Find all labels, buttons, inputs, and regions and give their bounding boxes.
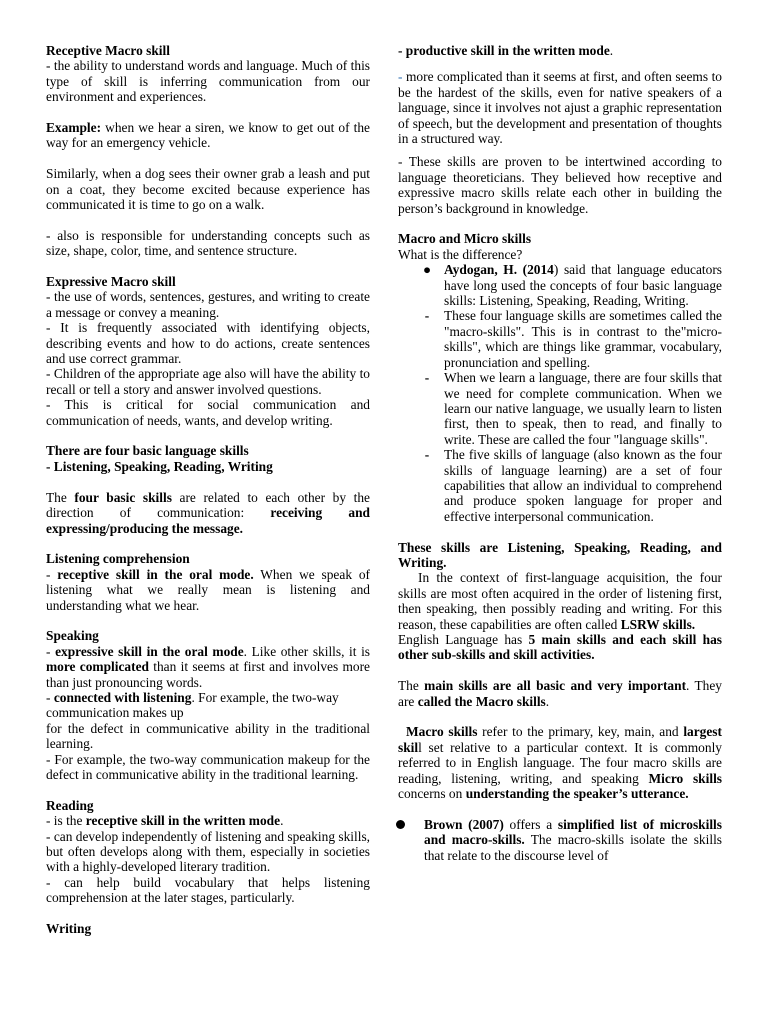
four-basic-list: - Listening, Speaking, Reading, Writing [46,458,273,474]
text-run: - is the [46,813,86,829]
macro-skills-paragraph [398,724,722,801]
text-run-bold: Aydogan, H. (2014 [444,262,554,278]
main-skills-paragraph [398,678,722,709]
text-run-bold: expressive skill in the oral mode [55,643,244,659]
speaking-heading: Speaking [46,628,99,644]
listening-paragraph [46,567,370,613]
reading-point-1 [46,813,370,828]
four-skills-paragraph [46,490,370,536]
bullet-icon: ● [422,262,432,278]
text-run: concerns on [398,786,466,802]
similarly-paragraph: Similarly, when a dog sees their owner grab a leash and put on a coat, they become excited because experience has communicated it is time to go on a walk. [46,166,370,213]
example-paragraph [46,120,370,151]
text-run: l set relative to a particular context. It is commonly referred to in English language. The four macro skills are reading, listening, writing, and speaking [398,739,722,786]
text-run: . Like other skills, it is [243,643,371,659]
text-run-bold: Brown (2007) [424,816,504,832]
text-run-bold: 5 main skills and each skill has other sub-skills and skill activities. [398,632,722,663]
reading-point-3: - can help build vocabulary that helps listening comprehension at the later stages, particularly. [46,874,370,906]
text-run: In the context of first-language acquisition, the four skills are most often acquired in the order of listening first, then speaking, then possibly reading and writing. For this reason, these capabilities are often called [398,570,722,632]
text-run-bold: receptive skill in the written mode [85,813,281,829]
difference-question: What is the difference? [398,246,523,262]
four-basic-heading: There are four basic language skills [46,443,249,459]
text-run: English Language has [398,632,529,647]
text-run: offers a [503,816,558,832]
speaking-point-2 [46,690,370,721]
left-column [46,43,370,936]
text-run: The macro-skills isolate the skills that relate to the discourse level of [424,832,722,863]
text-run: than it seems at first and involves more than just pronouncing words. [46,659,370,690]
text-run-bold: LSRW skills. [620,616,696,632]
these-skills-heading: These skills are Listening, Speaking, Reading, and Writing. [398,539,722,570]
right-column [398,43,722,863]
brown-list [398,817,722,863]
text-run: - [46,643,56,659]
text-run: - [398,69,403,85]
text-run: The [398,678,425,694]
reading-heading: Reading [46,797,94,813]
text-run: more complicated than it seems at first, and often seems to be the hardest of the skills, even for native speakers of a language, since it involves not ajust a graphic representation of speech, but the development and presentation of thoughts in a structured way. [398,69,722,147]
text-run: - [46,689,54,705]
also-responsible-paragraph: - also is responsible for understanding concepts such as size, shape, color, time, and sentence structure. [46,227,370,259]
text-run: When we speak of listening what we really mean is listening and understanding what we hear. [46,566,370,613]
text-run: - [46,566,58,582]
text-run-bold: called the Macro skills [417,693,546,709]
text-run: refer to the primary, key, main, and [477,724,684,740]
text-run: ) said that language educators have long used the concepts of four basic language skills: Listening, Speaking, Reading, Writing. [444,262,722,309]
text-run: . [545,693,550,709]
list-item [424,817,722,863]
text-run-bold: Macro skills [406,724,478,740]
text-run-bold: Micro skills [648,770,722,786]
text-run: When we learn a language, there are four skills that we need for complete communication. When we learn our native language, we usually learn to listen first, then to speak, then to read, and finally to write. These are called the four "language skills". [444,370,722,447]
expressive-point-4: - This is critical for social communication and communication of needs, wants, and develop writing. [46,397,370,428]
dash-marker: - [424,447,430,463]
macro-micro-heading: Macro and Micro skills [398,231,532,247]
productive-heading [398,43,722,58]
text-run-bold: connected with listening [53,689,192,705]
dash-marker: - [424,308,430,324]
text-run: . They are [398,678,722,709]
writing-heading: Writing [46,921,92,936]
expressive-point-3: - Children of the appropriate age also will have the ability to recall or tell a story and answer involved questions. [46,366,370,397]
text-run-bold: more complicated [46,659,149,675]
text-run: are related to each other by the direction of communication: [46,489,370,521]
text-run: The [46,489,75,505]
list-item [424,308,722,370]
context-paragraph [398,570,722,632]
reading-point-2: - can develop independently of listening and speaking skills, but often develops along with them, especially in societies with a highly-developed literary tradition. [46,828,370,875]
bullet-icon [396,820,405,829]
text-run: . [609,43,614,58]
expressive-point-2: - It is frequently associated with identifying objects, describing events and how to do actions, create sentences and use correct grammar. [46,320,370,367]
expressive-heading: Expressive Macro skill [46,274,176,290]
example-label: Example: [46,120,102,136]
text-run-bold: four basic skills [74,489,172,505]
listening-heading: Listening comprehension [46,551,190,567]
productive-paragraph-2: - These skills are proven to be intertwined according to language theoreticians. They believed how receptive and expressive macro skills relate each other in building the person’s background in knowledge. [398,154,722,216]
receptive-definition: - the ability to understand words and language. Much of this type of skill is inferring communication from our environment and experiences. [46,58,370,105]
text-run-bold: understanding the speaker’s utterance. [465,786,689,802]
speaking-point-3: for the defect in communicative ability in the traditional learning. [46,720,370,752]
productive-paragraph-1 [398,69,722,146]
list-item [424,447,722,524]
text-run: . For example, the two-way communication makes up [46,689,339,721]
text-run-bold: receiving and expressing/producing the message. [46,505,370,536]
text-run-bold: simplified list of microskills and macro-skills. [424,816,722,848]
text-run-bold: - productive skill in the written mode [398,43,610,58]
text-run: The five skills of language (also known as the four skills of language learning) are a set of four capabilities that allow an individual to comprehend and produce spoken language for proper and effective interpersonal communication. [444,447,722,524]
text-run-bold: largest skil [398,724,722,755]
english-paragraph [398,632,722,663]
expressive-point-1: - the use of words, sentences, gestures, and writing to create a message or convey a meaning. [46,289,370,320]
list-item [424,370,722,447]
text-run-bold: main skills are all basic and very important [424,678,687,694]
receptive-heading: Receptive Macro skill [46,43,170,58]
list-item [422,262,722,309]
dash-marker: - [424,370,430,386]
example-text: when we hear a siren, we know to get out of the way for an emergency vehicle. [46,120,370,151]
macro-micro-list [398,262,722,524]
speaking-point-1 [46,644,370,690]
text-run-bold: receptive skill in the oral mode. [57,566,254,582]
speaking-point-4: - For example, the two-way communication makeup for the defect in communicative ability in the traditional learning. [46,751,370,782]
text-run: . [280,813,284,829]
text-run: These four language skills are sometimes called the "macro-skills". This is in contrast to the"micro-skills", which are things like grammar, vocabulary, pronunciation and spelling. [444,308,722,370]
